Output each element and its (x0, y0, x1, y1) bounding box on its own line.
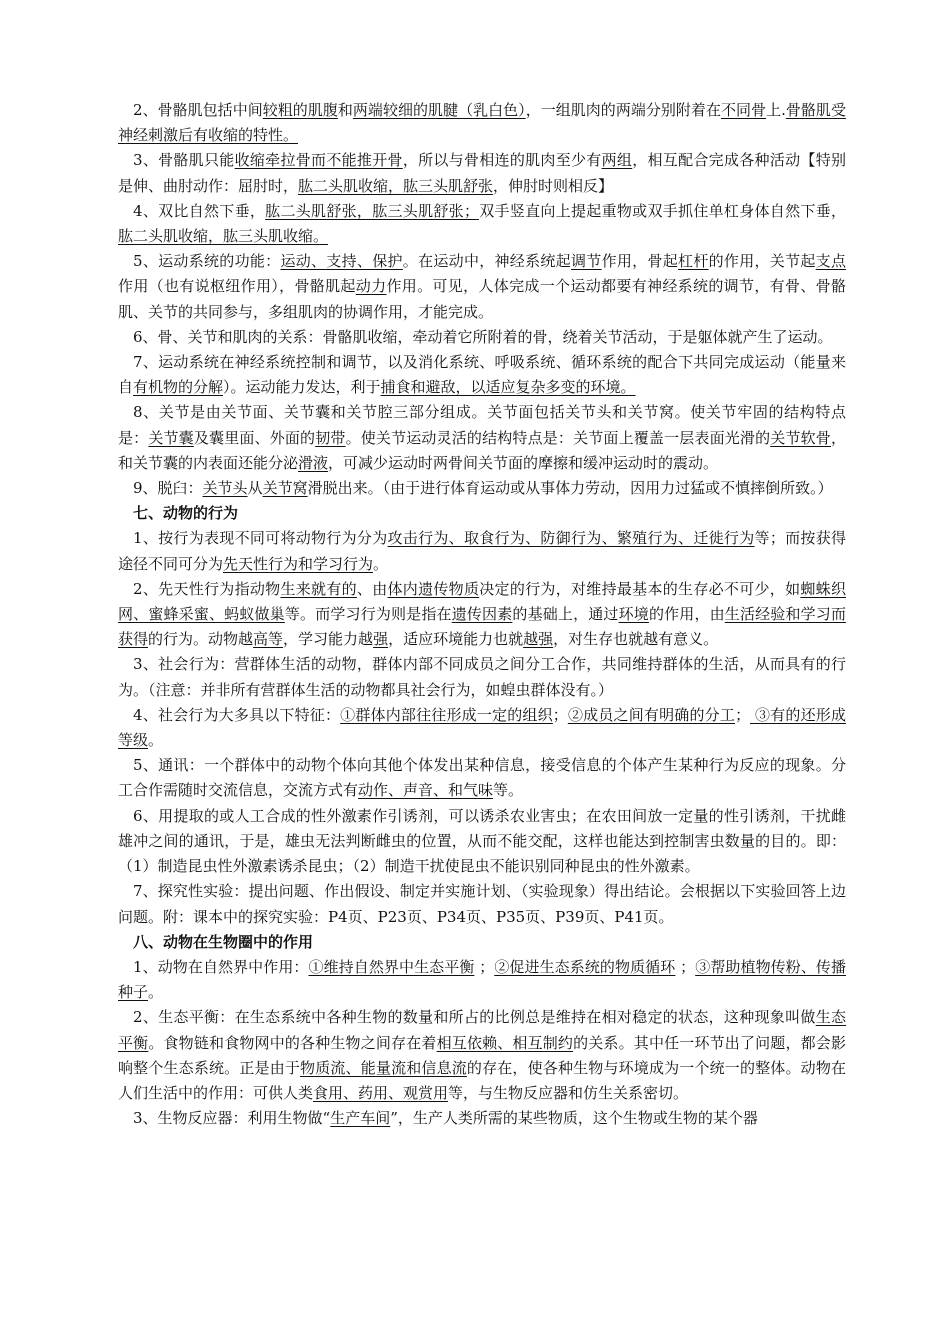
text-segment: 。在运动中，神经系统起 (402, 252, 571, 271)
text-segment: 七、动物的行为 (133, 504, 239, 523)
underlined-text: 生来就有的 (280, 579, 357, 598)
text-segment: 8、关节是由关节面、关节囊和关节腔三部分组成。关节面包括关节头和关节窝。使关节牢固的结构特点是： (118, 403, 846, 447)
underlined-text: 肱二头肌舒张，肱三头肌舒张； (265, 201, 479, 220)
text-segment: 3、骨骼肌只能 (133, 151, 235, 170)
underlined-text: 蜘蛛织网、蜜蜂采蜜、蚂蚁做巢 (118, 579, 846, 624)
text-segment: 4、社会行为大多具以下特征： (133, 705, 341, 724)
underlined-text: 杠杆 (678, 252, 709, 271)
underlined-text: 关节头 (202, 479, 248, 498)
text-segment: 作用。可见，人体完成一个运动都要有神经系统的调节，有骨、骨骼肌、关节的共同参与，多组肌肉的协调作用，才能完成。 (118, 277, 846, 321)
text-segment: 2、骨骼肌包括中间 (133, 101, 263, 119)
text-segment: 等。 (493, 781, 524, 800)
text-segment: ”，生产人类所需的某些物质，这个生物或生物的某个器 (390, 1109, 758, 1128)
text-segment: 、由 (356, 579, 388, 598)
text-segment: 的作用，由 (648, 605, 725, 624)
paragraph (118, 1106, 846, 1131)
text-segment: 的基础上，通过 (512, 605, 619, 624)
underlined-text: 强 (373, 630, 389, 649)
underlined-text: 两端较细的肌腱（乳白色） (352, 101, 526, 119)
paragraph (118, 1005, 846, 1106)
paragraph (118, 526, 846, 576)
underlined-text: 攻击行为、取食行为、防御行为、繁殖行为、迁徙行为 (387, 529, 755, 548)
underlined-text: 生活经验和学习而获得 (118, 605, 846, 649)
underlined-text: 肱二头肌收缩，肱三头肌舒张 (298, 176, 494, 195)
text-segment: 及囊里面、外面的 (193, 428, 316, 447)
document-body (118, 98, 846, 1131)
underlined-text: ③帮助植物传粉、传播种子 (118, 957, 846, 1002)
section-heading (118, 501, 846, 526)
underlined-text: 动力 (355, 277, 387, 296)
underlined-text: 调节 (570, 252, 602, 271)
text-segment: 的关系。其中任一环节出了问题，都会影响整个生态系统。正是由于 (118, 1033, 846, 1077)
text-segment: 等；而按获得途径不同可分为 (118, 529, 846, 573)
underlined-text: 食用、药用、观赏用 (313, 1083, 449, 1102)
underlined-text: 环境 (618, 605, 649, 624)
text-segment: 5、通讯：一个群体中的动物个体向其他个体发出某种信息，接受信息的个体产生某种行为反应的现象。分工合作需随时交流信息，交流方式有 (118, 756, 846, 800)
text-segment: 1、按行为表现不同可将动物行为分为 (133, 529, 388, 548)
underlined-text: 收缩牵拉骨而不能推开骨 (234, 151, 403, 170)
paragraph (118, 577, 846, 653)
text-segment: ，伸肘时则相反】 (493, 176, 614, 195)
underlined-text: 骨骼肌受神经刺激后有收缩的特性。 (118, 101, 846, 145)
underlined-text: 先天性行为和学习行为 (223, 554, 374, 573)
text-segment: 4、双比自然下垂， (133, 201, 266, 220)
underlined-text: 动作、声音、和气味 (358, 781, 494, 800)
text-segment: 9、脱臼： (133, 479, 203, 498)
text-segment: 和 (337, 101, 353, 119)
underlined-text: 关节囊 (148, 428, 194, 447)
text-segment: 3、生物反应器：利用生物做“ (133, 1109, 331, 1128)
text-segment: 7、探究性实验：提出问题、作出假设、制定并实施计划、（实验现象）得出结论。会根据以下实验回答上边问题。附：课本中的探究实验：P4页、P23页、P34页、P35页、P39页、P41页。 (118, 882, 846, 926)
text-segment: ； (675, 957, 696, 976)
paragraph (118, 879, 846, 929)
underlined-text: 较粗的肌腹 (262, 101, 338, 119)
underlined-text: 肱二头肌收缩，肱三头肌收缩。 (118, 227, 329, 246)
paragraph (118, 400, 846, 476)
paragraph (118, 199, 846, 249)
text-segment: 5、运动系统的功能： (133, 252, 281, 271)
underlined-text: ③有的还形成等级 (118, 705, 846, 750)
text-segment: 等。而学习行为则是指在 (284, 605, 452, 624)
section-heading (118, 930, 846, 955)
text-segment: ，学习能力越 (283, 630, 374, 649)
text-segment: 6、骨、关节和肌肉的关系：骨骼肌收缩，牵动着它所附着的骨，绕着关节活动，于是躯体就产生了运动。 (133, 327, 833, 346)
underlined-text: 运动、支持、保护 (280, 252, 403, 271)
text-segment: ，和关节囊的内表面还能分泌 (118, 428, 846, 472)
text-segment: 的行为。动物越 (148, 630, 254, 649)
underlined-text: 相互依赖、相互制约 (436, 1033, 574, 1052)
underlined-text: 捕食和避敌，以适应复杂多变的环境。 (380, 378, 636, 397)
underlined-text: 体内遗传物质 (387, 579, 480, 598)
text-segment: 作用（也有说枢纽作用），骨骼肌起 (118, 277, 356, 296)
underlined-text: ①维持自然界中生态平衡 (308, 957, 475, 976)
underlined-text: ②成员之间有明确的分工 (567, 705, 736, 724)
paragraph (118, 476, 846, 501)
text-segment: 2、先天性行为指动物 (133, 579, 281, 598)
text-segment: 上. (766, 101, 786, 119)
paragraph (118, 249, 846, 325)
text-segment: 6、用提取的或人工合成的性外激素作引诱剂，可以诱杀农业害虫；在农田间放一定量的性引诱剂，干扰雌雄冲之间的通讯，于是，雄虫无法判断雌虫的位置，从而不能交配，这样也能达到控制害虫数量的目的。即：（1）制造昆虫性外激素诱杀昆虫；（2）制造干扰使昆虫不能识别同种昆虫的性外激素。 (118, 806, 846, 876)
text-segment: 。 (373, 554, 389, 573)
underlined-text: 有机物的分解 (133, 378, 224, 397)
underlined-text: 关节窝 (262, 479, 308, 498)
text-segment: 作用，骨起 (601, 252, 679, 271)
paragraph (118, 350, 846, 400)
text-segment: 1、动物在自然界中作用： (133, 957, 309, 976)
underlined-text: 生态平衡 (118, 1008, 846, 1052)
text-segment: 3、社会行为：营群体生活的动物，群体内部不同成员之间分工合作，共同维持群体的生活，从而具有的行为。（注意：并非所有营群体生活的动物都具社会行为，如蝗虫群体没有。） (118, 655, 846, 699)
underlined-text: ①群体内部往往形成一定的组织 (340, 705, 553, 724)
paragraph (118, 753, 846, 803)
underlined-text: 滑液 (298, 453, 329, 472)
text-segment: 。 (148, 731, 164, 750)
text-segment: 的作用，关节起 (708, 252, 816, 271)
underlined-text: 支点 (815, 252, 846, 271)
text-segment: ，可减少运动时两骨间关节面的摩擦和缓冲运动时的震动。 (328, 453, 719, 472)
paragraph (118, 98, 846, 148)
text-segment: 的存在，使各种生物与环境成为一个统一的整体。动物在人们生活中的作用：可供人类 (118, 1058, 846, 1102)
text-segment: 等，与生物反应器和仿生关系密切。 (448, 1083, 689, 1102)
paragraph (118, 955, 846, 1005)
underlined-text: 高等 (253, 630, 284, 649)
text-segment: ，相互配合完成各种活动【特别是伸、曲肘动作：屈肘时， (118, 151, 846, 195)
text-segment: 2、生态平衡：在生态系统中各种生物的数量和所占的比例总是维持在相对稳定的状态，这种现象叫做 (133, 1008, 816, 1027)
text-segment: 7、运动系统在神经系统控制和调节，以及消化系统、呼吸系统、循环系统的配合下共同完成运动（能量来自 (118, 353, 846, 397)
text-segment: ，适应环境能力也就 (388, 630, 524, 649)
underlined-text: 关节软骨 (770, 428, 831, 447)
underlined-text: 韧带 (315, 428, 346, 447)
text-segment: ，对生存也就越有意义。 (553, 630, 719, 649)
underlined-text: 不同骨 (720, 101, 767, 119)
text-segment: ，一组肌肉的两端分别附着在 (525, 101, 721, 119)
paragraph (118, 703, 846, 753)
underlined-text: 两组 (601, 151, 633, 170)
text-segment: ； (474, 957, 495, 976)
text-segment: 。 (148, 983, 164, 1002)
underlined-text: 生产车间 (330, 1109, 391, 1128)
text-segment: 滑脱出来。（由于进行体育运动或从事体力劳动，因用力过猛或不慎摔倒所致。） (307, 479, 833, 498)
text-segment: ，所以与骨相连的肌肉至少有 (402, 151, 602, 170)
paragraph (118, 804, 846, 880)
underlined-text: 物质流、能量流和信息流 (300, 1058, 467, 1077)
underlined-text: 遗传因素 (451, 605, 513, 624)
text-segment: 八、动物在生物圈中的作用 (133, 932, 314, 951)
text-segment: 双手竖直向上提起重物或双手抓住单杠身体自然下垂， (478, 201, 846, 220)
text-segment: 。食物链和食物网中的各种生物之间存在着 (148, 1033, 437, 1052)
paragraph (118, 325, 846, 350)
paragraph (118, 652, 846, 702)
text-segment: ； (552, 705, 568, 724)
text-segment: 。使关节运动灵活的结构特点是：关节面上覆盖一层表面光滑的 (345, 428, 771, 447)
underlined-text: ②促进生态系统的物质循环 (494, 957, 676, 976)
text-segment: ； (735, 705, 751, 724)
underlined-text: 越强 (523, 630, 554, 649)
text-segment: 决定的行为，对维持最基本的生存必不可少，如 (479, 579, 801, 598)
text-segment: 从 (247, 479, 263, 498)
text-segment: ）。运动能力发达，利于 (223, 378, 381, 397)
paragraph (118, 148, 846, 198)
